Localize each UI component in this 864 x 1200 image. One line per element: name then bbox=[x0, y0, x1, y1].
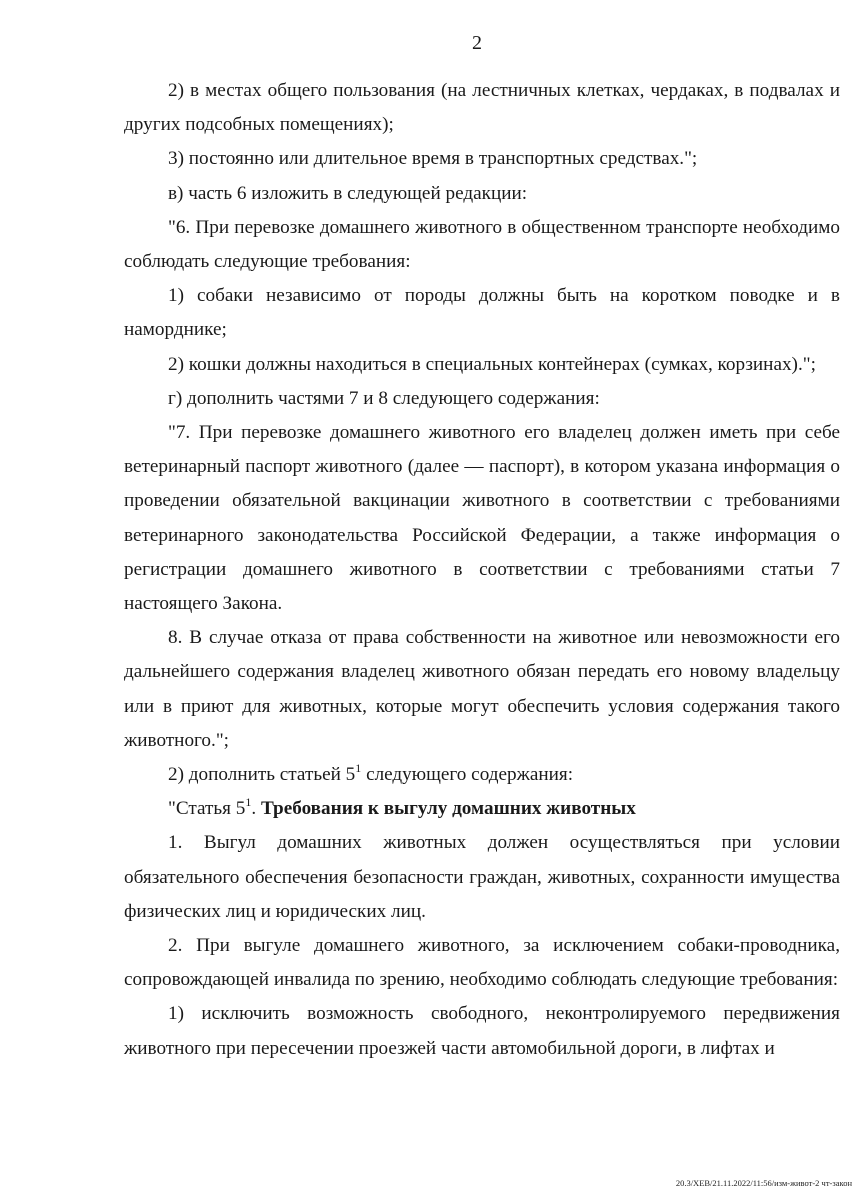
article-label: "Статья 5 bbox=[168, 798, 246, 820]
paragraph: в) часть 6 изложить в следующей редакции: bbox=[168, 182, 528, 204]
article-sep: . bbox=[251, 798, 261, 820]
superscript: 1 bbox=[355, 761, 362, 776]
amend-item bbox=[124, 758, 840, 792]
document-body bbox=[124, 74, 840, 1066]
amend-text: следующего содержания: bbox=[361, 764, 574, 786]
paragraph: г) дополнить частями 7 и 8 следующего содержания: bbox=[168, 387, 600, 409]
page-number: 2 bbox=[472, 32, 482, 54]
paragraph: 8. В случае отказа от права собственности на животное или невозможности его дальнейшего содержания владелец животного обязан передать его новому владельцу или в приют для животных, которые могут обеспечить условия содержания такого животного."; bbox=[124, 627, 840, 751]
paragraph: 2) в местах общего пользования (на лестничных клетках, чердаках, в подвалах и других подсобных помещениях); bbox=[124, 80, 840, 136]
paragraph: 3) постоянно или длительное время в транспортных средствах."; bbox=[168, 148, 698, 170]
document-footer: 20.3/ХЕВ/21.11.2022/11:56/изм-живот-2 чт-закон bbox=[675, 1178, 852, 1188]
amend-text: 2) дополнить статьей 5 bbox=[168, 764, 356, 786]
superscript: 1 bbox=[245, 795, 252, 810]
paragraph: "6. При перевозке домашнего животного в общественном транспорте необходимо соблюдать следующие требования: bbox=[124, 216, 840, 273]
paragraph: 2. При выгуле домашнего животного, за исключением собаки-проводника, сопровождающей инвалида по зрению, необходимо соблюдать следующие требования: bbox=[124, 935, 840, 991]
paragraph: 2) кошки должны находиться в специальных контейнерах (сумках, корзинах)."; bbox=[168, 353, 816, 375]
paragraph: 1) исключить возможность свободного, неконтролируемого передвижения животного при пересечении проезжей части автомобильной дороги, в лифтах и bbox=[124, 1003, 840, 1059]
article-title bbox=[124, 792, 840, 826]
paragraph: 1. Выгул домашних животных должен осуществляться при условии обязательного обеспечения безопасности граждан, животных, сохранности имущества физических лиц и юридических лиц. bbox=[124, 832, 840, 922]
article-heading: Требования к выгулу домашних животных bbox=[260, 798, 636, 820]
paragraph: "7. При перевозке домашнего животного его владелец должен иметь при себе ветеринарный паспорт животного (далее — паспорт), в котором указана информация о проведении обязательной вакцинации животного в соответствии с требованиями ветеринарного законодательства Российской Федерации, а также информация о регистрации домашнего животного в соответствии с требованиями статьи 7 настоящего Закона. bbox=[124, 422, 840, 615]
paragraph: 1) собаки независимо от породы должны быть на коротком поводке и в наморднике; bbox=[124, 285, 840, 341]
